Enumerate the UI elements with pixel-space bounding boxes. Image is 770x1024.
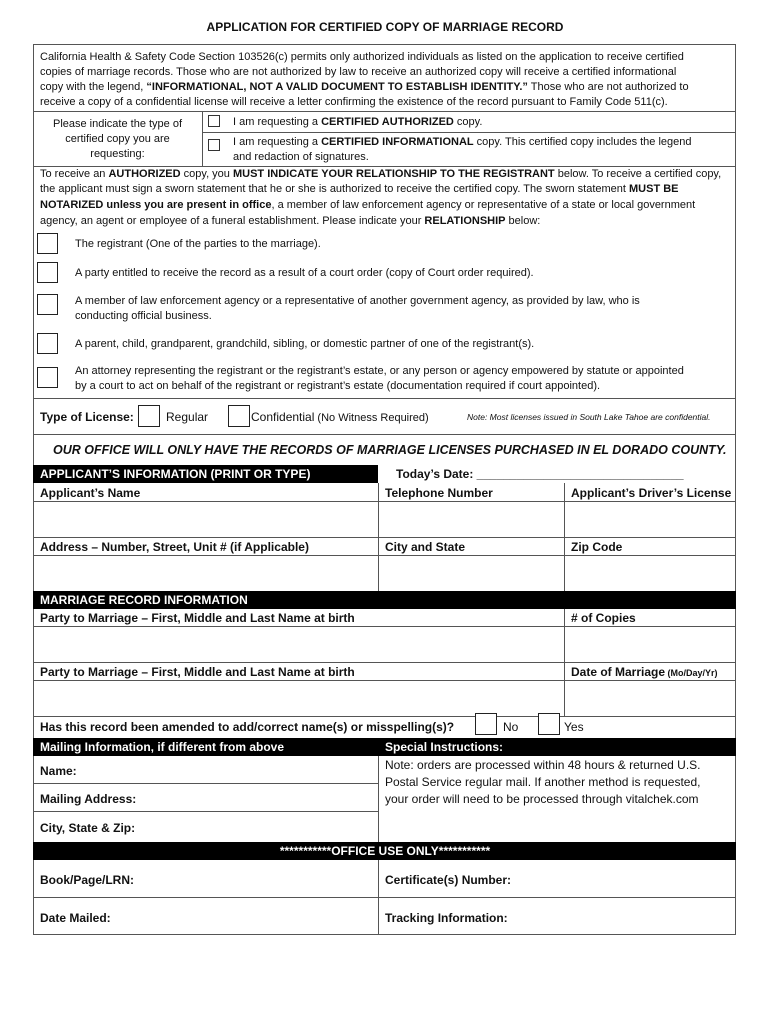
divider (33, 716, 736, 717)
city-state-input[interactable] (379, 556, 563, 590)
mailing-csz-label: City, State & Zip: (40, 821, 136, 835)
office-use-header: ***********OFFICE USE ONLY*********** (279, 844, 491, 858)
relationship-law-enforcement-checkbox[interactable] (37, 294, 58, 315)
special-note-line-3: your order will need to be processed through vitalchek.com (385, 792, 699, 806)
relationship-text-2: the applicant must sign a sworn statement that he or she is authorized to receive the certified copy. The sworn statement MUST BE (40, 183, 679, 195)
license-regular-checkbox[interactable] (138, 405, 160, 427)
applicant-name-input[interactable] (34, 502, 377, 537)
informational-copy-label: I am requesting a CERTIFIED INFORMATIONAL copy. This certified copy includes the legend (233, 136, 692, 148)
divider (33, 398, 736, 399)
license-confidential-label: Confidential (No Witness Required) (251, 410, 429, 424)
city-state-label: City and State (385, 540, 466, 554)
relationship-registrant-checkbox[interactable] (37, 233, 58, 254)
divider (33, 166, 736, 167)
marriage-date-label: Date of Marriage (Mo/Day/Yr) (571, 665, 718, 679)
intro-line-3: copy with the legend, “INFORMATIONAL, NOT A VALID DOCUMENT TO ESTABLISH IDENTITY.” Those who are not authorized to (40, 81, 689, 93)
relationship-option-registrant: The registrant (One of the parties to the marriage). (75, 238, 321, 250)
relationship-option-attorney-2: by a court to act on behalf of the registrant or registrant’s estate (documentation required if court appointed). (75, 380, 601, 392)
relationship-option-attorney: An attorney representing the registrant or the registrant’s estate, or any person or agency empowered by statute or appointed (75, 365, 684, 377)
divider (33, 434, 736, 435)
drivers-license-label: Applicant’s Driver’s License (571, 486, 732, 500)
amended-no-checkbox[interactable] (475, 713, 497, 735)
drivers-license-input[interactable] (565, 502, 735, 537)
relationship-option-law-enforcement: A member of law enforcement agency or a representative of another government agency, as provided by law, who is (75, 295, 640, 307)
mailing-name-label: Name: (40, 764, 77, 778)
copy-type-prompt-3: requesting: (90, 148, 145, 160)
marriage-date-input[interactable] (565, 681, 735, 716)
divider (202, 111, 203, 166)
party1-label: Party to Marriage – First, Middle and Last Name at birth (40, 611, 355, 625)
divider (33, 783, 378, 784)
relationship-option-family: A parent, child, grandparent, grandchild, sibling, or domestic partner of one of the registrant(s). (75, 338, 535, 350)
party2-label: Party to Marriage – First, Middle and Last Name at birth (40, 665, 355, 679)
license-confidential-checkbox[interactable] (228, 405, 250, 427)
copies-label: # of Copies (571, 611, 636, 625)
divider (33, 897, 736, 898)
divider (33, 111, 736, 112)
mailing-address-label: Mailing Address: (40, 792, 137, 806)
zip-label: Zip Code (571, 540, 623, 554)
authorized-copy-label: I am requesting a CERTIFIED AUTHORIZED copy. (233, 116, 483, 128)
amended-question: Has this record been amended to add/correct name(s) or misspelling(s)? (40, 720, 455, 734)
intro-line-2: copies of marriage records. Those who are not authorized by law to receive an authorized copy will receive a certified informational (40, 66, 677, 78)
copy-type-prompt-1: Please indicate the type of (52, 118, 183, 130)
divider (33, 537, 736, 538)
amended-yes-checkbox[interactable] (538, 713, 560, 735)
special-instructions-header: Special Instructions: (385, 740, 504, 754)
license-note: Note: Most licenses issued in South Lake Tahoe are confidential. (467, 412, 711, 422)
copies-input[interactable] (565, 627, 735, 662)
informational-copy-checkbox[interactable] (208, 139, 220, 151)
book-page-label: Book/Page/LRN: (40, 873, 135, 887)
special-note-line-1: Note: orders are processed within 48 hours & returned U.S. (385, 758, 701, 772)
intro-line-1: California Health & Safety Code Section 103526(c) permits only authorized individuals as listed on the application to receive certified (40, 51, 684, 63)
applicant-header: APPLICANT’S INFORMATION (PRINT OR TYPE) (40, 467, 311, 481)
office-records-notice: OUR OFFICE WILL ONLY HAVE THE RECORDS OF MARRIAGE LICENSES PURCHASED IN EL DORADO COUNTY. (53, 443, 727, 457)
intro-line-4: receive a copy of a confidential license will receive a letter confirming the existence of the record pursuant to Family Code 511(c). (40, 96, 668, 108)
page-title: APPLICATION FOR CERTIFIED COPY OF MARRIAGE RECORD (206, 20, 564, 34)
zip-input[interactable] (565, 556, 735, 590)
divider (202, 132, 736, 133)
amended-yes-label: Yes (564, 720, 584, 734)
tracking-label: Tracking Information: (385, 911, 508, 925)
party2-input[interactable] (34, 681, 563, 716)
address-input[interactable] (34, 556, 377, 590)
certificate-number-label: Certificate(s) Number: (385, 873, 512, 887)
date-mailed-label: Date Mailed: (40, 911, 111, 925)
marriage-header: MARRIAGE RECORD INFORMATION (40, 593, 248, 607)
amended-no-label: No (503, 720, 519, 734)
telephone-input[interactable] (379, 502, 563, 537)
divider (378, 756, 379, 842)
relationship-attorney-checkbox[interactable] (37, 367, 58, 388)
relationship-text-4: agency, an agent or employee of a funeral establishment. Please indicate your RELATIONSHIP below: (40, 215, 541, 227)
license-type-label: Type of License: (40, 410, 134, 424)
relationship-court-order-checkbox[interactable] (37, 262, 58, 283)
applicant-name-label: Applicant’s Name (40, 486, 141, 500)
divider (33, 662, 736, 663)
relationship-text-3: NOTARIZED unless you are present in office, a member of law enforcement agency or representative of a state or local government (40, 199, 696, 211)
divider (33, 811, 378, 812)
license-regular-label: Regular (166, 410, 209, 424)
copy-type-prompt-2: certified copy you are (65, 133, 170, 145)
relationship-text-1: To receive an AUTHORIZED copy, you MUST INDICATE YOUR RELATIONSHIP TO THE REGISTRANT below. To receive a certified copy, (40, 168, 722, 180)
telephone-label: Telephone Number (385, 486, 493, 500)
authorized-copy-checkbox[interactable] (208, 115, 220, 127)
address-label: Address – Number, Street, Unit # (if Applicable) (40, 540, 309, 554)
relationship-family-checkbox[interactable] (37, 333, 58, 354)
party1-input[interactable] (34, 627, 563, 662)
relationship-option-court-order: A party entitled to receive the record as a result of a court order (copy of Court order required). (75, 267, 534, 279)
informational-copy-label-2: and redaction of signatures. (233, 151, 369, 163)
special-note-line-2: Postal Service regular mail. If another method is requested, (385, 775, 701, 789)
todays-date-field[interactable]: Today’s Date: _______________________________ (396, 467, 684, 481)
mailing-header: Mailing Information, if different from above (40, 740, 285, 754)
relationship-option-law-enforcement-2: conducting official business. (75, 310, 212, 322)
